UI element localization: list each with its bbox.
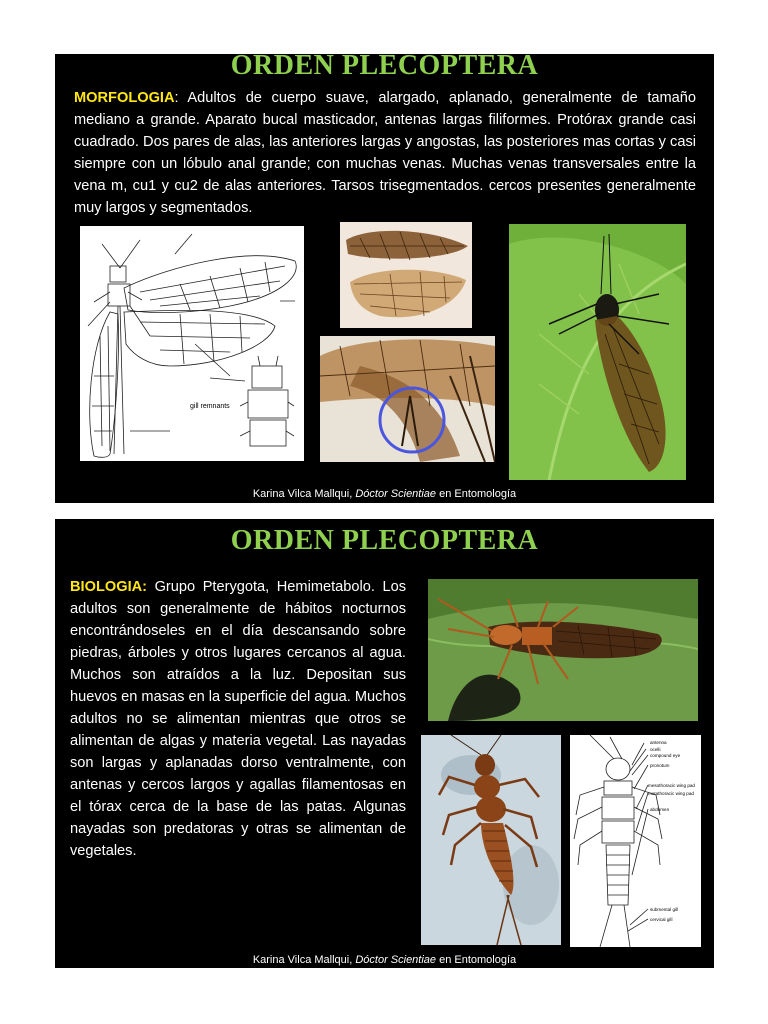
slide-credit: Karina Vilca Mallqui, Dóctor Scientiae en Entomología (252, 954, 517, 966)
adult-on-leaf-photo (509, 224, 686, 480)
biologia-paragraph (70, 576, 406, 862)
morfologia-text: : Adultos de cuerpo suave, alargado, aplanado, generalmente de tamaño mediano a grande. Aparato bucal masticador, antenas largas filiformes. Protórax grande casi cuadrado. Dos pares de alas, las anteriores largas y angostas, las posteriores mas cortas y casi siempre con un lóbulo anal grande; con muchas venas. Muchas venas transversales entre la vena m, cu1 y cu2 de alas anteriores. Tarsos trisegmentados. cercos presentes generalmente muy largos y segmentados. (74, 90, 696, 216)
wings-photo (340, 222, 472, 328)
svg-text:ocelli: ocelli (650, 747, 661, 752)
adult-stonefly-photo (428, 579, 698, 721)
svg-text:pronotum: pronotum (650, 763, 670, 768)
svg-text:abdomen: abdomen (650, 807, 670, 812)
svg-text:antenna: antenna (650, 740, 667, 745)
keyword-biologia: BIOLOGIA: (70, 579, 148, 595)
gill-remnants-label: gill remnants (190, 403, 230, 410)
svg-text:mesothoracic wing pad: mesothoracic wing pad (648, 783, 695, 788)
slide-morfologia (55, 50, 714, 503)
slide-title: ORDEN PLECOPTERA (230, 50, 539, 81)
wing-closeup-photo (320, 336, 495, 462)
svg-text:metathoracic wing pad: metathoracic wing pad (648, 791, 694, 796)
adult-line-drawing (80, 226, 304, 461)
morfologia-paragraph (74, 87, 696, 219)
slide-biologia (55, 519, 714, 968)
slide-title: ORDEN PLECOPTERA (230, 525, 539, 556)
svg-text:cervical gill: cervical gill (650, 917, 673, 922)
keyword-morfologia: MORFOLOGIA (74, 90, 175, 106)
nymph-photo (421, 735, 561, 945)
nymph-diagram (570, 735, 701, 947)
svg-text:submental gill: submental gill (650, 907, 679, 912)
biologia-text: Grupo Pterygota, Hemimetabolo. Los adultos son generalmente de hábitos nocturnos encontrándoseles en el día descansando sobre piedras, árboles y otros lugares cercanos al agua. Muchos son atraídos a la luz. Depositan sus huevos en masas en la superficie del agua. Muchos adultos no se alimentan mientras que otros se alimentan de algas y materia vegetal. Las nayadas son largas y aplanadas dorso ventralmente, con antenas y cercos largos y agallas filamentosas en el tórax cerca de la base de las patas. Algunas nayadas son predatoras y otras se alimentan de vegetales. (70, 579, 406, 859)
slide-credit: Karina Vilca Mallqui, Dóctor Scientiae en Entomología (252, 488, 517, 500)
svg-text:compound eye: compound eye (650, 753, 681, 758)
